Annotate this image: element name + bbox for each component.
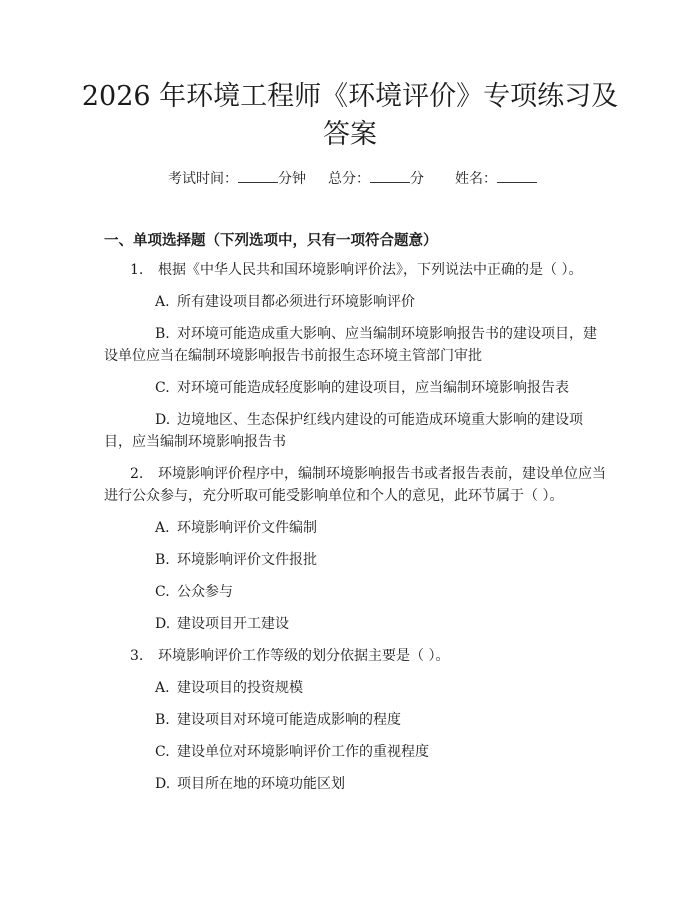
option-text: 对环境可能造成轻度影响的建设项目，应当编制环境影响报告表 [177,380,569,396]
exam-score [328,168,424,188]
question-text: 环境影响评价工作等级的划分依据主要是（ ）。 [158,648,450,664]
option-label: B. [155,326,170,342]
question-1 [130,259,582,281]
section-heading: 一、单项选择题（下列选项中，只有一项符合题意） [104,233,438,249]
time-label: 考试时间： [168,171,238,187]
option-label: A. [155,680,170,696]
option-label: C. [155,584,170,600]
question-number: 3. [130,648,144,664]
option-text: 环境影响评价文件编制 [177,520,317,536]
option-label: D. [155,412,171,428]
exam-name [455,168,537,188]
question-1-option-d-continued: 目，应当编制环境影响报告书 [104,434,286,450]
question-3-option-d [155,773,345,795]
score-unit: 分 [410,171,424,187]
question-3-option-b [155,709,401,731]
option-text: 公众参与 [177,584,233,600]
question-number: 1. [130,262,144,278]
question-1-option-a [155,291,415,313]
time-unit: 分钟 [278,171,306,187]
option-text: 建设项目开工建设 [177,616,289,632]
option-label: B. [155,712,170,728]
name-label: 姓名： [455,171,497,187]
option-label: C. [155,744,170,760]
question-1-option-b [155,323,597,345]
option-label: A. [155,520,170,536]
option-label: A. [155,294,170,310]
question-2-option-b [155,549,317,571]
question-2-option-d [155,613,289,635]
question-2 [130,463,606,485]
time-blank [238,168,278,183]
option-text: 建设项目的投资规模 [177,680,303,696]
option-label: D. [155,776,171,792]
question-1-option-c [155,377,569,399]
option-text: 对环境可能造成重大影响、应当编制环境影响报告书的建设项目，建 [177,326,597,342]
question-text: 根据《中华人民共和国环境影响评价法》，下列说法中正确的是（ ）。 [158,262,583,278]
question-3 [130,645,449,667]
option-text: 项目所在地的环境功能区划 [177,776,345,792]
question-1-option-b-continued: 设单位应当在编制环境影响报告书前报生态环境主管部门审批 [104,348,482,364]
option-label: C. [155,380,170,396]
name-blank [497,168,537,183]
score-blank [370,168,410,183]
title-line-2: 答案 [323,119,377,150]
question-3-option-c [155,741,429,763]
option-label: D. [155,616,171,632]
question-text: 环境影响评价程序中，编制环境影响报告书或者报告表前，建设单位应当 [158,466,606,482]
question-2-continued: 进行公众参与，充分听取可能受影响单位和个人的意见，此环节属于（ ）。 [104,488,564,504]
option-text: 所有建设项目都必须进行环境影响评价 [177,294,415,310]
exam-time [168,168,306,188]
score-label: 总分： [328,171,370,187]
option-text: 环境影响评价文件报批 [177,552,317,568]
question-1-option-d [155,409,583,431]
option-text: 边境地区、生态保护红线内建设的可能造成环境重大影响的建设项 [177,412,583,428]
option-label: B. [155,552,170,568]
option-text: 建设项目对环境可能造成影响的程度 [177,712,401,728]
question-3-option-a [155,677,303,699]
exam-meta [0,168,700,188]
title-line-1: 2026 年环境工程师《环境评价》专项练习及 [81,81,619,112]
question-number: 2. [130,466,144,482]
question-2-option-c [155,581,233,603]
option-text: 建设单位对环境影响评价工作的重视程度 [177,744,429,760]
question-2-option-a [155,517,317,539]
page-title [60,78,640,154]
